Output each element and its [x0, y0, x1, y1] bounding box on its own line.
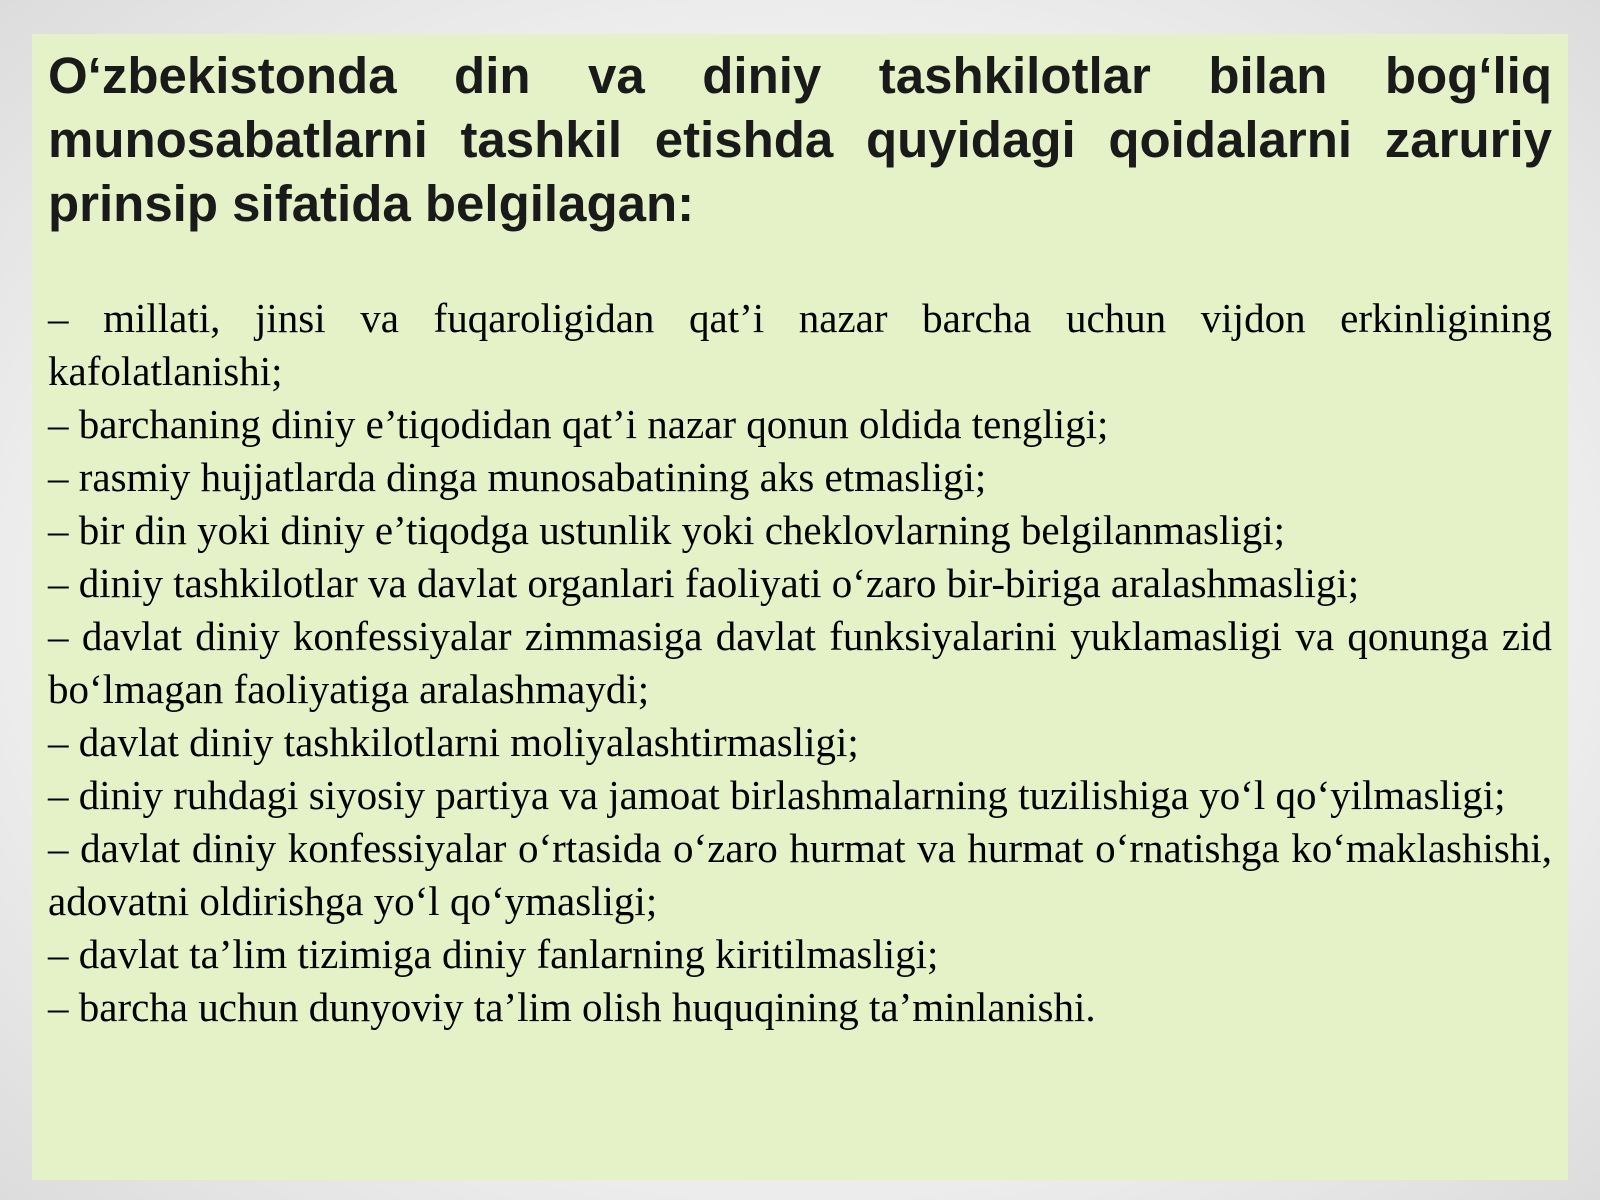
- principle-item-9: – davlat diniy konfessiyalar o‘rtasida o‘zaro hurmat va hurmat o‘rnatishga ko‘maklashishi, adovatni oldirishga yo‘l qo‘ymasligi;: [48, 825, 1552, 924]
- principle-item-7: – davlat diniy tashkilotlarni moliyalashtirmasligi;: [48, 719, 859, 765]
- principle-item-4: – bir din yoki diniy e’tiqodga ustunlik yoki cheklovlarning belgilanmasligi;: [48, 507, 1286, 553]
- slide-content-panel: [32, 34, 1568, 1180]
- principles-list: [48, 292, 1552, 1034]
- principle-item-2: – barchaning diniy e’tiqodidan qat’i nazar qonun oldida tengligi;: [48, 401, 1109, 447]
- slide-heading-line-3: prinsip sifatida belgilagan:: [48, 175, 695, 232]
- slide-heading: [48, 44, 1552, 236]
- principle-item-8: – diniy ruhdagi siyosiy partiya va jamoat birlashmalarning tuzilishiga yo‘l qo‘yilmasligi;: [48, 772, 1506, 818]
- principle-item-11: – barcha uchun dunyoviy ta’lim olish huquqining ta’minlanishi.: [48, 984, 1096, 1030]
- principle-item-3: – rasmiy hujjatlarda dinga munosabatining aks etmasligi;: [48, 454, 987, 500]
- slide-heading-line-1: O‘zbekistonda din va diniy tashkilotlar bilan bog‘liq: [48, 47, 1552, 104]
- principle-item-6: – davlat diniy konfessiyalar zimmasiga davlat funksiyalarini yuklamasligi va qonunga zid bo‘lmagan faoliyatiga aralashmaydi;: [48, 613, 1552, 712]
- principle-item-5: – diniy tashkilotlar va davlat organlari faoliyati o‘zaro bir-biriga aralashmasligi;: [48, 560, 1360, 606]
- principle-item-1: – millati, jinsi va fuqaroligidan qat’i nazar barcha uchun vijdon erkinligining kafolatlanishi;: [48, 295, 1552, 394]
- slide-heading-line-2: munosabatlarni tashkil etishda quyidagi qoidalarni zaruriy: [48, 111, 1552, 168]
- principle-item-10: – davlat ta’lim tizimiga diniy fanlarning kiritilmasligi;: [48, 931, 939, 977]
